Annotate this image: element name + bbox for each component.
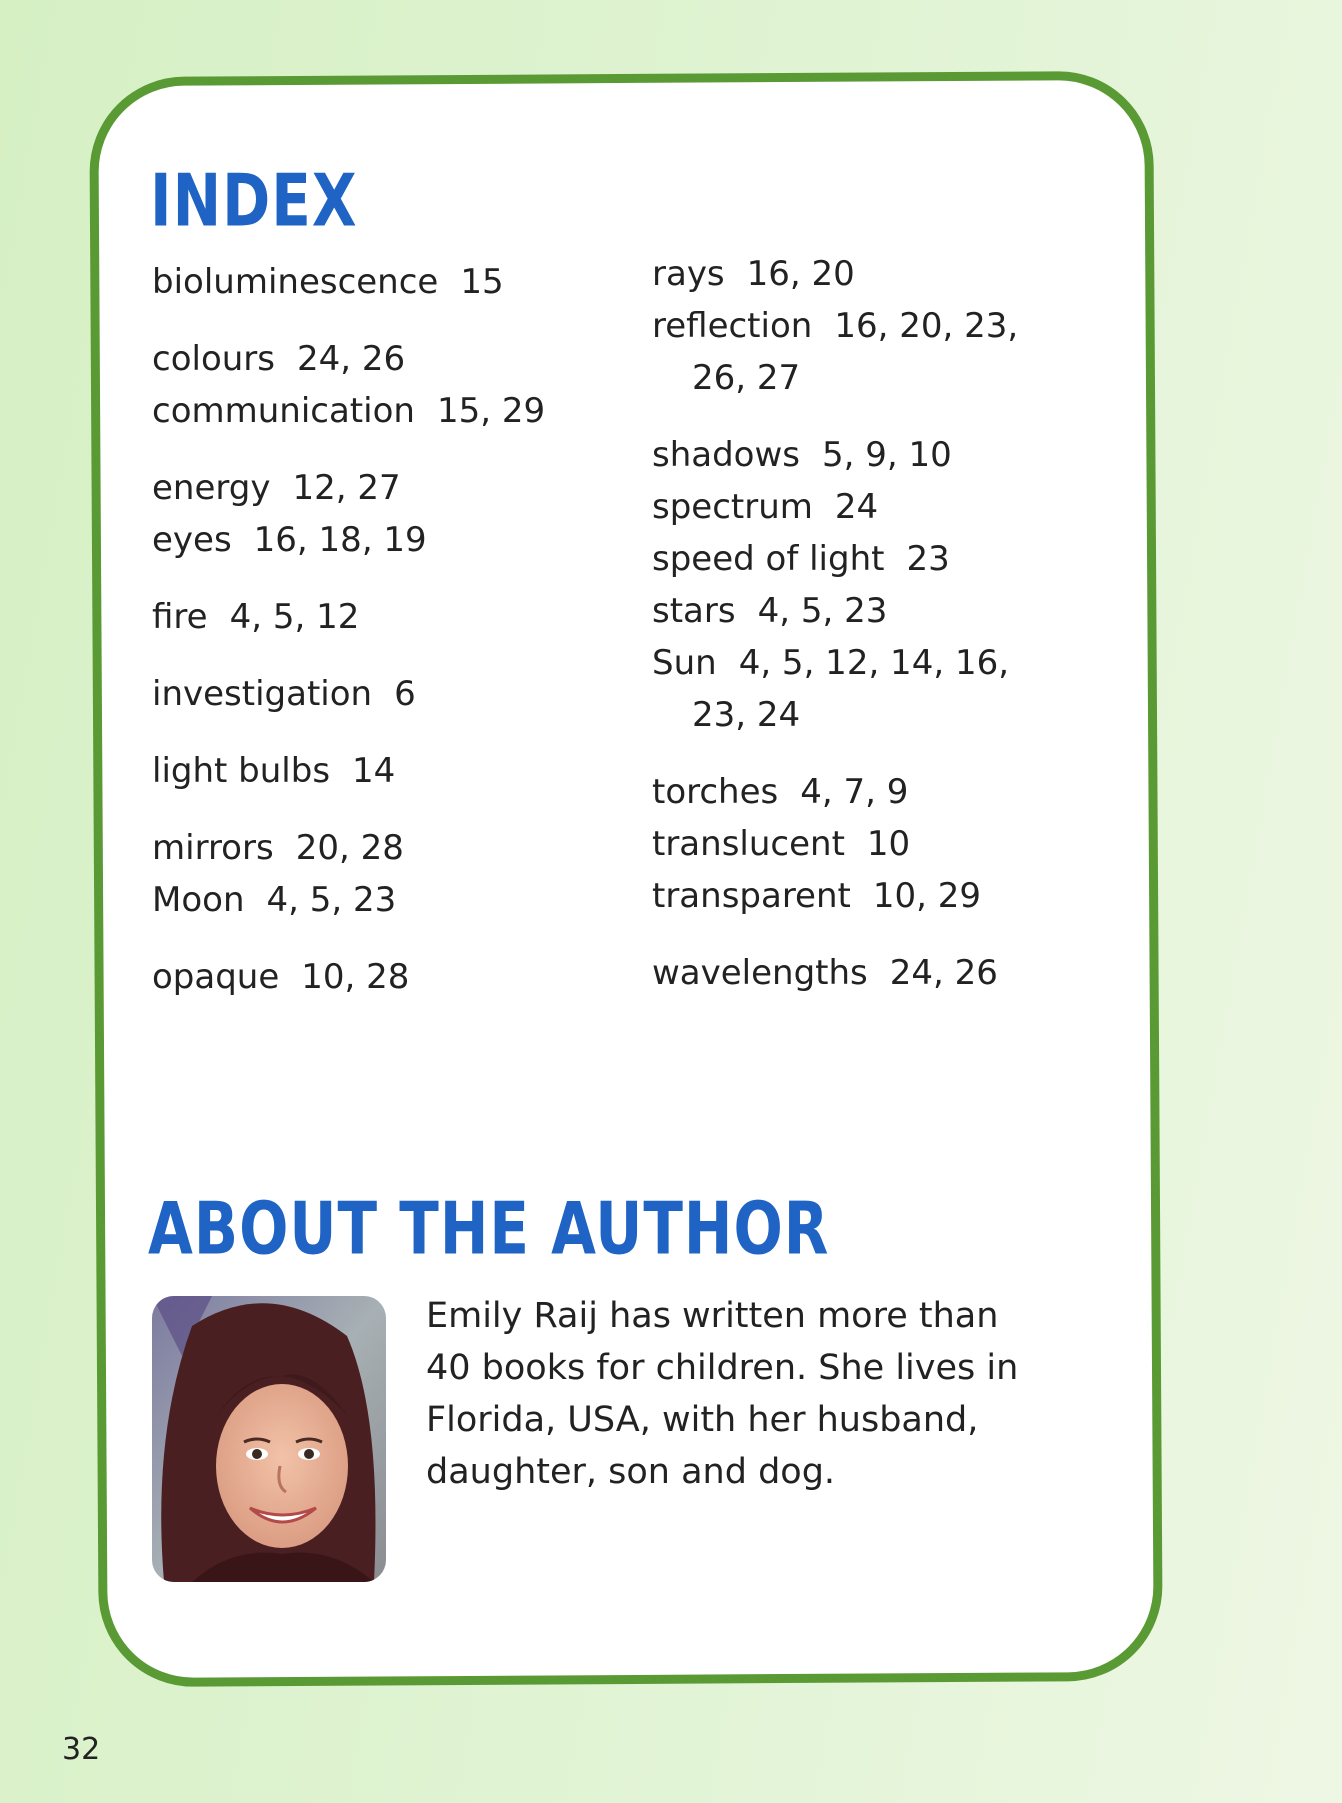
index-pages: 15 [460, 262, 504, 302]
index-term: light bulbs [152, 751, 331, 791]
author-bio-line: 40 books for children. She lives in [426, 1348, 1019, 1388]
group-gap [152, 926, 612, 951]
index-pages: 15, 29 [436, 391, 546, 431]
index-pages: 6 [394, 674, 416, 714]
index-entry [652, 300, 1092, 352]
index-term: investigation [152, 674, 373, 714]
index-pages: 10 [866, 824, 911, 864]
index-entry [152, 951, 612, 1003]
index-term: eyes [152, 520, 232, 560]
index-entry [152, 874, 612, 926]
index-entry [152, 385, 612, 437]
index-term: torches [652, 772, 779, 812]
index-term: rays [652, 254, 725, 294]
index-term: mirrors [152, 828, 274, 868]
index-entry [152, 745, 612, 797]
index-entry [152, 333, 612, 385]
index-term: speed of light [652, 539, 885, 579]
group-gap [152, 643, 612, 668]
index-pages: 24, 26 [296, 339, 406, 379]
index-pages: 20, 28 [295, 828, 404, 868]
index-pages-continuation: 26, 27 [692, 358, 801, 398]
author-photo [152, 1296, 386, 1582]
page-number: 32 [62, 1732, 101, 1767]
index-term: fire [152, 597, 208, 637]
index-entry [152, 668, 612, 720]
index-pages: 16, 18, 19 [253, 520, 427, 560]
index-term: Sun [652, 643, 717, 683]
index-entry [652, 818, 1092, 870]
index-pages: 24 [834, 487, 879, 527]
index-term: shadows [652, 435, 801, 475]
index-pages: 4, 5, 12 [229, 597, 360, 637]
index-term: wavelengths [652, 953, 868, 993]
index-pages: 12, 27 [292, 468, 401, 508]
index-term: stars [652, 591, 736, 631]
index-entry [152, 256, 612, 308]
index-pages: 4, 5, 23 [266, 880, 397, 920]
index-term: opaque [152, 957, 280, 997]
index-term: Moon [152, 880, 245, 920]
index-term: transparent [652, 876, 851, 916]
index-pages: 24, 26 [889, 953, 998, 993]
index-pages: 23 [906, 539, 950, 579]
index-pages: 16, 20, 23, [834, 306, 1019, 346]
author-bio-line: Florida, USA, with her husband, [426, 1400, 979, 1440]
index-pages-continuation: 23, 24 [692, 695, 801, 735]
index-pages: 16, 20 [746, 254, 855, 294]
group-gap [152, 797, 612, 822]
group-gap [652, 922, 1092, 947]
index-term: spectrum [652, 487, 813, 527]
index-pages: 10, 29 [872, 876, 982, 916]
group-gap [152, 566, 612, 591]
index-entry [652, 248, 1092, 300]
index-entry [652, 533, 1092, 585]
index-pages: 4, 5, 23 [757, 591, 888, 631]
index-entry [152, 462, 612, 514]
author-bio-line: Emily Raij has written more than [426, 1296, 999, 1336]
index-term: energy [152, 468, 271, 508]
group-gap [152, 720, 612, 745]
index-entry [652, 947, 1092, 999]
index-entry [652, 637, 1092, 689]
index-pages: 14 [352, 751, 396, 791]
index-entry [652, 766, 1092, 818]
index-pages: 5, 9, 10 [822, 435, 952, 475]
group-gap [152, 437, 612, 462]
about-author-title: ABOUT THE AUTHOR [148, 1186, 830, 1271]
author-bio-line: daughter, son and dog. [426, 1452, 836, 1492]
index-term: translucent [652, 824, 845, 864]
index-pages: 10, 28 [301, 957, 410, 997]
index-left-column [152, 256, 612, 1003]
group-gap [152, 308, 612, 333]
index-title: INDEX [150, 158, 358, 243]
index-pages: 4, 5, 12, 14, 16, [738, 643, 1010, 683]
index-term: colours [152, 339, 275, 379]
index-right-column [652, 248, 1092, 999]
index-term: reflection [652, 306, 813, 346]
index-entry [152, 514, 612, 566]
index-entry [152, 591, 612, 643]
index-entry [152, 822, 612, 874]
index-entry [652, 481, 1092, 533]
group-gap [652, 741, 1092, 766]
index-entry [652, 870, 1092, 922]
author-bio [426, 1290, 1066, 1498]
index-entry [652, 585, 1092, 637]
group-gap [652, 404, 1092, 429]
index-entry [652, 429, 1092, 481]
index-term: bioluminescence [152, 262, 439, 302]
author-portrait-image [152, 1296, 386, 1582]
index-pages: 4, 7, 9 [800, 772, 909, 812]
index-term: communication [152, 391, 415, 431]
